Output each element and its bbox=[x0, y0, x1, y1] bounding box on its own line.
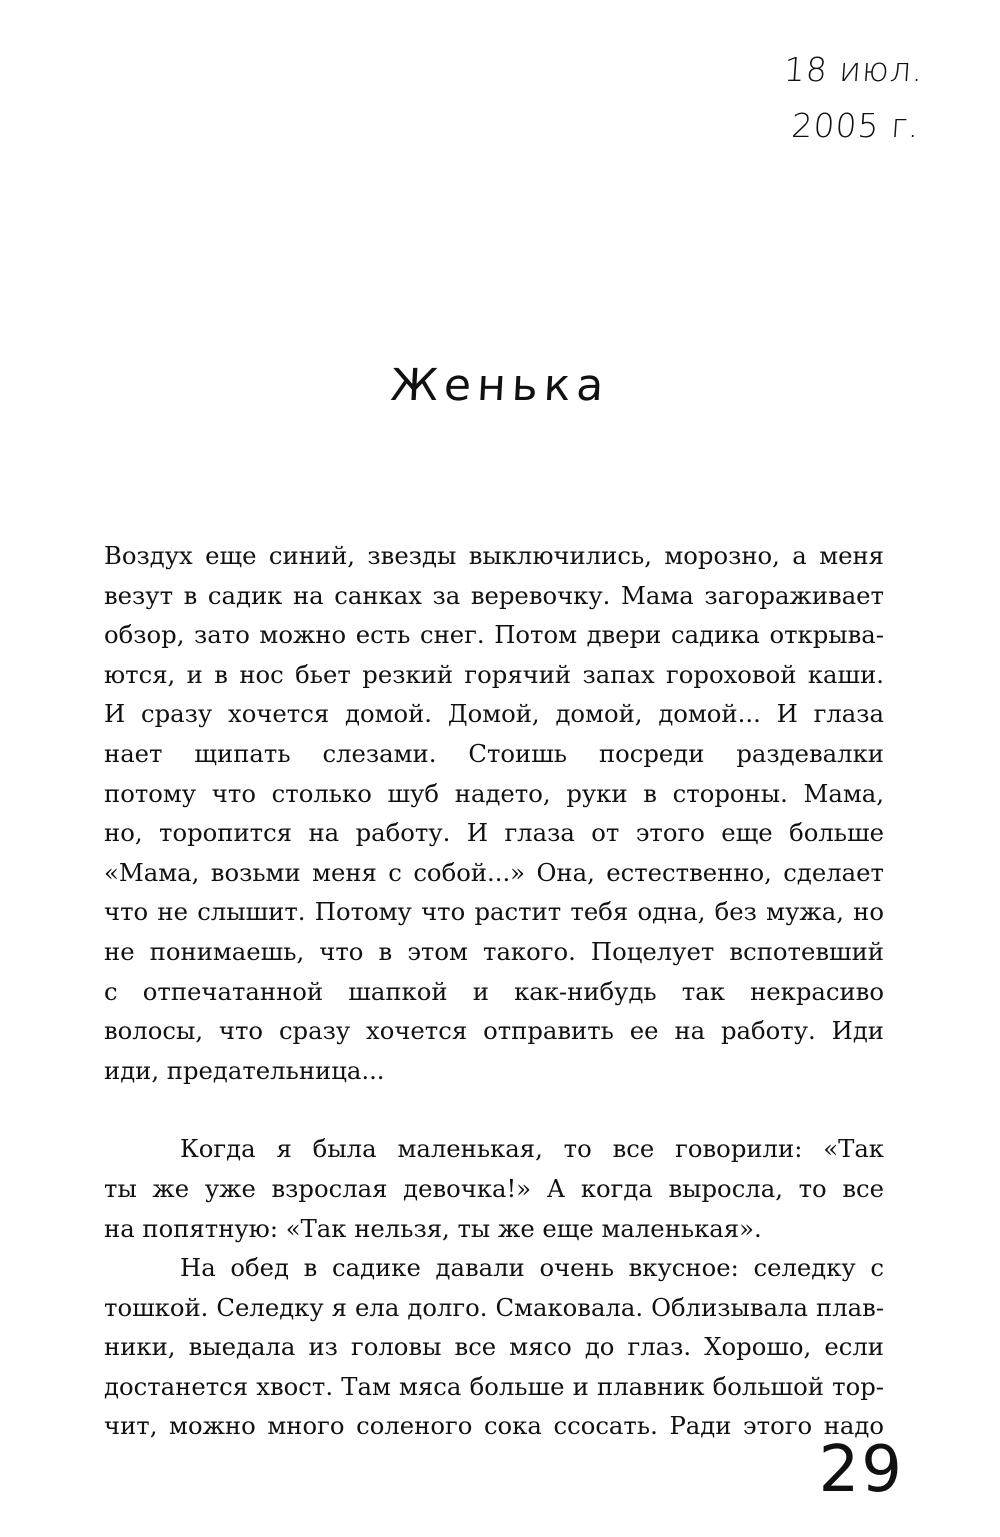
text-line: что не слышит. Потому что растит тебя одна, без мужа, но bbox=[104, 897, 884, 927]
text-line: достанется хвост. Там мяса больше и плавник большой тор- bbox=[104, 1371, 884, 1401]
paragraph-3 bbox=[104, 1248, 884, 1446]
text-line: ются, и в нос бьет резкий горячий запах гороховой каши. bbox=[104, 659, 884, 689]
text-line: Воздух еще синий, звезды выключились, морозно, а меня bbox=[104, 541, 884, 570]
text-line: И сразу хочется домой. Домой, домой, домой... И глаза bbox=[104, 699, 884, 729]
date-note bbox=[778, 42, 925, 154]
paragraph-2 bbox=[104, 1129, 884, 1248]
text-line: иди, предательница... bbox=[104, 1055, 385, 1085]
text-line: не понимаешь, что в этом такого. Поцелует вспотевший bbox=[104, 936, 884, 966]
text-line: волосы, что сразу хочется отправить ее на работу. Иди bbox=[104, 1016, 884, 1046]
body-text bbox=[104, 536, 884, 1446]
text-line: На обед в садике давали очень вкусное: селедку с bbox=[180, 1253, 884, 1283]
date-year: 2005 г. bbox=[790, 106, 922, 145]
date-day-month: 18 июл. bbox=[783, 50, 926, 89]
text-line: тошкой. Селедку я ела долго. Смаковала. Облизывала плав- bbox=[104, 1292, 884, 1322]
paragraph-1 bbox=[104, 536, 884, 1090]
text-line: с отпечатанной шапкой и как-нибудь так некрасиво bbox=[104, 976, 884, 1006]
text-line: нает щипать слезами. Стоишь посреди раздевалки bbox=[104, 738, 884, 768]
chapter-title: Женька bbox=[389, 360, 611, 411]
text-line: но, торопится на работу. И глаза от этого еще больше bbox=[104, 818, 884, 848]
text-line: на попятную: «Так нельзя, ты же еще маленькая». bbox=[104, 1213, 762, 1243]
text-line: везут в садик на санках за веревочку. Мама загораживает bbox=[104, 580, 884, 610]
page-number: 29 bbox=[818, 1433, 904, 1507]
text-line: потому что столько шуб надето, руки в стороны. Мама, bbox=[104, 778, 884, 808]
text-line: обзор, зато можно есть снег. Потом двери садика открыва- bbox=[104, 620, 884, 650]
text-line: Когда я была маленькая, то все говорили: «Так bbox=[180, 1134, 884, 1164]
text-line: ники, выедала из головы все мясо до глаз. Хорошо, если bbox=[104, 1332, 884, 1362]
text-line: «Мама, возьми меня с собой...» Она, естественно, сделает bbox=[104, 857, 884, 887]
text-line: ты же уже взрослая девочка!» А когда выросла, то все bbox=[104, 1173, 884, 1203]
text-line: чит, можно много соленого сока ссосать. Ради этого надо bbox=[104, 1411, 884, 1441]
